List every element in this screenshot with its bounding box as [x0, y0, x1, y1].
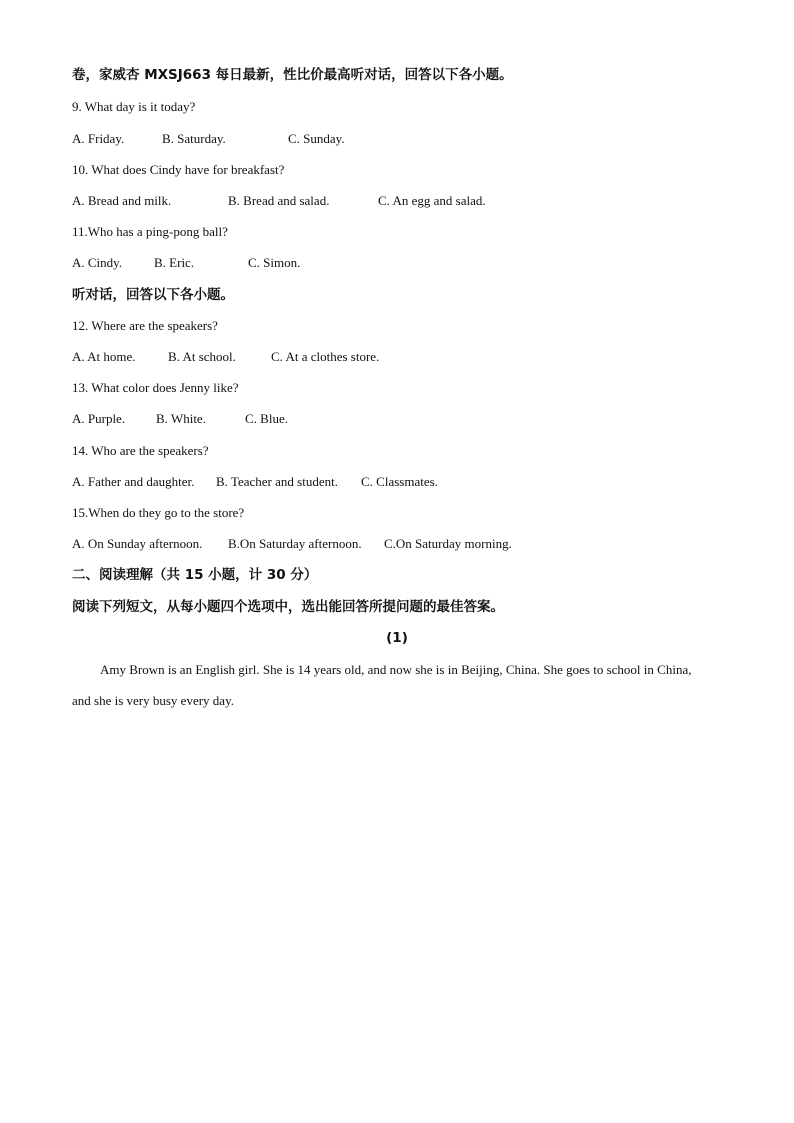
- question-13-options: [72, 411, 288, 427]
- question-11: 11.Who has a ping-pong ball?: [72, 224, 228, 239]
- option-c: C. Blue.: [245, 411, 288, 426]
- option-a: A. Father and daughter.: [72, 474, 195, 489]
- option-b: B. Bread and salad.: [228, 193, 330, 208]
- question-14: 14. Who are the speakers?: [72, 443, 209, 458]
- question-9-options: [72, 131, 345, 147]
- passage-text: Amy Brown is an English girl. She is 14 years old, and now she is in Beijing, China. She goes to school in China, and she is very busy every day.: [72, 662, 692, 708]
- question-12-options: [72, 349, 379, 365]
- option-c: C. Classmates.: [361, 474, 438, 489]
- question-10: 10. What does Cindy have for breakfast?: [72, 162, 285, 177]
- option-c: C. Sunday.: [288, 131, 345, 146]
- option-a: A. Friday.: [72, 131, 125, 146]
- option-a: A. Cindy.: [72, 255, 123, 270]
- option-c: C.On Saturday morning.: [384, 536, 512, 551]
- passage-number: (1): [386, 630, 408, 646]
- option-c: C. An egg and salad.: [378, 193, 486, 208]
- question-13: 13. What color does Jenny like?: [72, 380, 239, 395]
- part-2-heading: 二、阅读理解（共 15 小题，计 30 分）: [72, 567, 318, 583]
- intro-line: 卷，家威杏 MXSJ663 每日最新，性比价最高听对话，回答以下各小题。: [72, 67, 513, 83]
- option-b: B. Teacher and student.: [216, 474, 338, 489]
- option-b: B. At school.: [168, 349, 236, 364]
- part-2-instruction: 阅读下列短文，从每小题四个选项中，选出能回答所提问题的最佳答案。: [72, 599, 504, 615]
- question-15-options: [72, 536, 512, 552]
- option-b: B. White.: [156, 411, 206, 426]
- question-15: 15.When do they go to the store?: [72, 505, 245, 520]
- option-b: B. Saturday.: [162, 131, 226, 146]
- option-a: A. At home.: [72, 349, 136, 364]
- question-12: 12. Where are the speakers?: [72, 318, 218, 333]
- option-b: B.On Saturday afternoon.: [228, 536, 362, 551]
- question-14-options: [72, 474, 438, 490]
- option-b: B. Eric.: [154, 255, 195, 270]
- option-c: C. At a clothes store.: [271, 349, 380, 364]
- question-11-options: [72, 255, 300, 271]
- option-a: A. Bread and milk.: [72, 193, 172, 208]
- option-a: A. On Sunday afternoon.: [72, 536, 203, 551]
- option-a: A. Purple.: [72, 411, 126, 426]
- question-10-options: [72, 193, 486, 209]
- option-c: C. Simon.: [248, 255, 301, 270]
- question-9: 9. What day is it today?: [72, 99, 196, 114]
- section-instruction: 听对话，回答以下各小题。: [72, 287, 234, 303]
